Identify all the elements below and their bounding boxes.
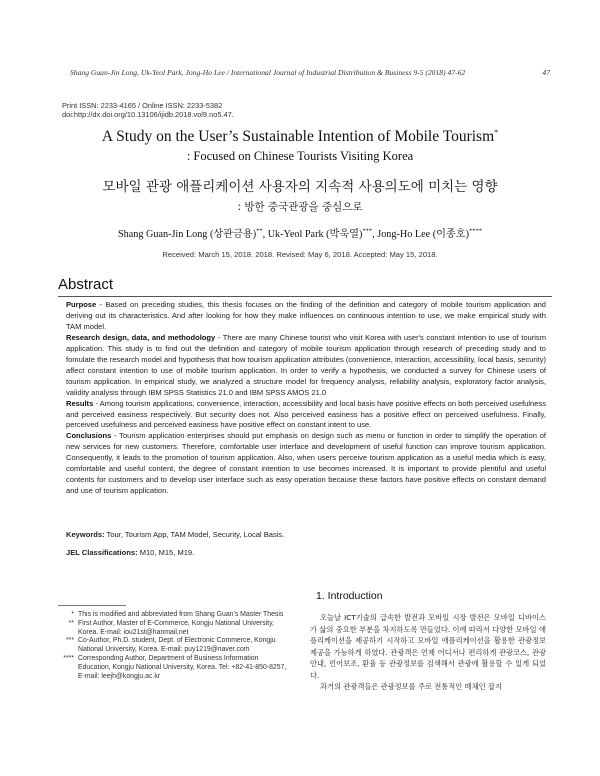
footnote-mark: *** [65,637,74,645]
keywords-label: Keywords: [66,530,105,539]
footnote-text: Corresponding Author, Department of Business Information Education, Kongju National University, Korea. Tel: +82-41-850-8257, E-mail: leejh@kongju.ac.kr [78,654,287,680]
paper-subtitle-ko: : 방한 중국관광을 중심으로 [237,201,363,213]
footnote [58,611,288,620]
running-header [70,68,550,77]
keywords-text: Tour, Tourism App, TAM Model, Security, Local Basis. [104,530,285,539]
author-name: Uk-Yeol Park (박욱열) [267,229,363,240]
jel-text: M10, M15, M19. [137,548,195,557]
introduction-body [310,612,546,693]
design-text: - There are many Chinese tourist who visit Korea with user's constant intention to use of tourism application. This study is to find out the definition and category of mobile tourism application through research of preceding study and to fomulate the research model and hypothesis that how tourism application attributes (convenience, interaction, accessibility, local basis, security) affect constant intention to use of mobile tourism application. In order to verify a hypothesis, we conducted a survey for Chinese users of tourism application. In empirical study, we analyzed a structure model for frequency analysis, reliability analysis, exploratory factor analysis, validity analysis through IBM SPSS Statistics 21.0 and IBM SPSS AMOS 21.0 [66,332,546,397]
purpose-text: - Based on preceding studies, this thesis focuses on the finding of the definition and category of mobile tourism application and deriving out its characteristics. And after looking for how they make influences on continuous intention to use, we make empirical study with TAM model. [66,300,546,331]
footnote-mark: ** [68,619,74,627]
abstract-body [66,300,546,497]
footnote-text: Co-Author, Ph.D. student, Dept. of Electronic Commerce, Kongju National University, Korea. E-mail: puy1219@naver.com [78,637,276,654]
footnote-text: First Author, Master of E-Commerce, Kongju National University, Korea. E-mail: iou21st@hanmail.net [78,619,274,636]
design-label: Research design, data, and methodology [66,332,216,342]
author-mark: **** [469,227,483,235]
author-name: Jong-Ho Lee (이종호) [377,229,470,240]
footnotes [58,611,288,681]
doi-line: doi:http://dx.doi.org/10.13106/ijidb.2018.vol9.no5.47. [62,110,234,119]
paper-title-en [0,128,600,146]
abstract-conclusions [66,431,546,497]
purpose-label: Purpose [66,300,97,309]
abstract-design [66,333,546,399]
conclusions-text: - Tourism application enterprises should put emphasis on design such as menu or function in order to simplify the operation of new services for new customers. Therefore, comfortable user interface and development of useful function can improve tourism application. Consequently, it leads to the promotion of tourism application. Also, when users perceive tourism application as a useful media which is easy, comfortable and useful content, the degree of constant intention to use becomes increased. It is important to provide plentiful and useful contents for customers and to develop user interface such as easy operation because these factors have positive effects on constant demand and use of tourism application. [66,431,546,496]
author-mark: ** [256,227,263,235]
issn-line: Print ISSN: 2233-4165 / Online ISSN: 2233-5382 [62,101,223,110]
abstract-results [66,399,546,432]
footnote-mark: **** [63,654,74,662]
footnote [58,620,288,638]
issn-block [62,101,234,119]
footnote-text: This is modified and abbreviated from Shang Guan's Master Thesis [78,611,284,618]
results-text: - Among tourism applications, convenience, interaction, accessibility and local basis have positive effects on both perceived usefulness and perceived easiness respectively. But security does not. Also perceived easiness has a positive effect on perceived usefulness. Finally, perceived usefulness and perceived easiness have positive effect on constant intent to use. [66,398,546,430]
running-header-text: Shang Guan-Jin Long, Uk-Yeol Park, Jong-Ho Lee / International Journal of Industrial Distribution & Business 9-5 (2018) 47-62 [70,68,466,77]
title-en-text: A Study on the User’s Sustainable Intention of Mobile Tourism [101,128,495,146]
jel-label: JEL Classifications: [66,548,138,557]
footnote-divider [58,605,126,606]
author-line: Shang Guan-Jin Long (상관금용)**, Uk-Yeol Park (박욱열)***, Jong-Ho Lee (이종호)**** [117,227,483,240]
title-footnote-mark: * [494,128,499,137]
received-dates: Received: March 15, 2018. 2018. Revised: May 6, 2018. Accepted: May 15, 2018. [162,250,438,259]
jel-classifications [66,548,546,557]
footnote [58,655,288,681]
intro-paragraph: 오늘날 ICT기술의 급속한 발전과 모바일 시장 발전은 모바일 디바이스가 삶의 중요한 부분을 차지하도록 만들었다. 이에 따라서 다양한 모바일 애플리케이션을 제공하기 시작하고 모바일 애플리케이션을 활용한 관광정보 제공을 가능하게 하였다. 관광객은 언제 어디서나 편리하게 관광코스, 관광안내, 언어보조, 환율 등 관광정보를 검색해서 관광에 활용할 수 있게 되었다. [310,613,546,680]
intro-paragraph: 과거의 관광객들은 관광정보를 주로 전통적인 매체인 잡지 [320,682,502,691]
paper-title-ko: 모바일 관광 애플리케이션 사용자의 지속적 사용의도에 미치는 영향 [102,179,498,195]
author-mark: *** [362,227,373,235]
introduction-heading: 1. Introduction [316,590,383,602]
results-label: Results [66,398,94,408]
footnote-mark: * [71,611,74,618]
paper-subtitle-en: : Focused on Chinese Tourists Visiting Korea [186,149,414,163]
keywords [66,530,546,539]
conclusions-label: Conclusions [66,431,112,441]
footnote [58,637,288,655]
abstract-divider [58,296,552,297]
page-number: 47 [542,68,550,77]
author-name: Shang Guan-Jin Long (상관금용) [117,229,257,240]
abstract-purpose [66,300,546,333]
abstract-heading: Abstract [58,276,114,293]
